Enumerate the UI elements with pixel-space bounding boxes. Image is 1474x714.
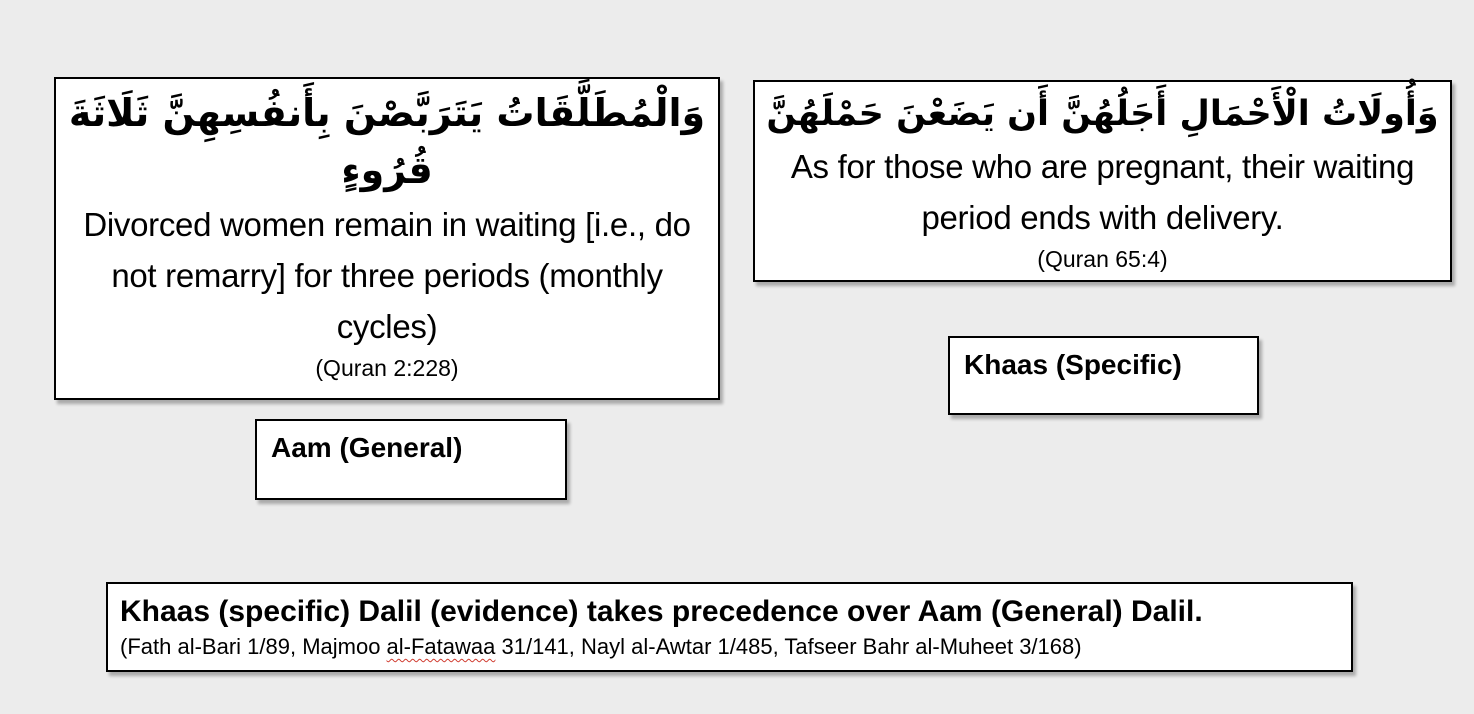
conclusion-card bbox=[106, 582, 1353, 672]
aam-label: Aam (General) bbox=[271, 432, 463, 463]
general-citation: (Quran 2:228) bbox=[315, 355, 459, 382]
general-evidence-card bbox=[54, 77, 720, 400]
misspelled-word-underline: al-Fatawaa bbox=[386, 634, 496, 659]
conclusion-reference-prefix: (Fath al-Bari 1/89, Majmoo bbox=[120, 634, 387, 659]
specific-arabic-verse: وَأُولَاتُ الْأَحْمَالِ أَجَلُهُنَّ أَن يَضَعْنَ حَمْلَهُنَّ bbox=[766, 94, 1439, 134]
specific-evidence-card bbox=[753, 80, 1452, 282]
khaas-label: Khaas (Specific) bbox=[964, 349, 1182, 380]
conclusion-reference-suffix: 31/141, Nayl al-Awtar 1/485, Tafseer Bahr al-Muheet 3/168) bbox=[495, 634, 1082, 659]
general-arabic-verse: وَالْمُطَلَّقَاتُ يَتَرَبَّصْنَ بِأَنفُسِهِنَّ ثَلَاثَةَ قُرُوءٍ bbox=[68, 91, 706, 192]
general-translation-text: Divorced women remain in waiting [i.e., do not remarry] for three periods (monthly cycles) bbox=[83, 206, 691, 346]
conclusion-reference bbox=[120, 633, 1339, 662]
specific-translation-text: As for those who are pregnant, their waiting period ends with delivery. bbox=[790, 147, 1415, 236]
conclusion-statement: Khaas (specific) Dalil (evidence) takes precedence over Aam (General) Dalil. bbox=[120, 595, 1203, 628]
khaas-label-box bbox=[948, 336, 1259, 415]
specific-citation: (Quran 65:4) bbox=[1037, 245, 1168, 272]
aam-label-box bbox=[255, 419, 567, 500]
